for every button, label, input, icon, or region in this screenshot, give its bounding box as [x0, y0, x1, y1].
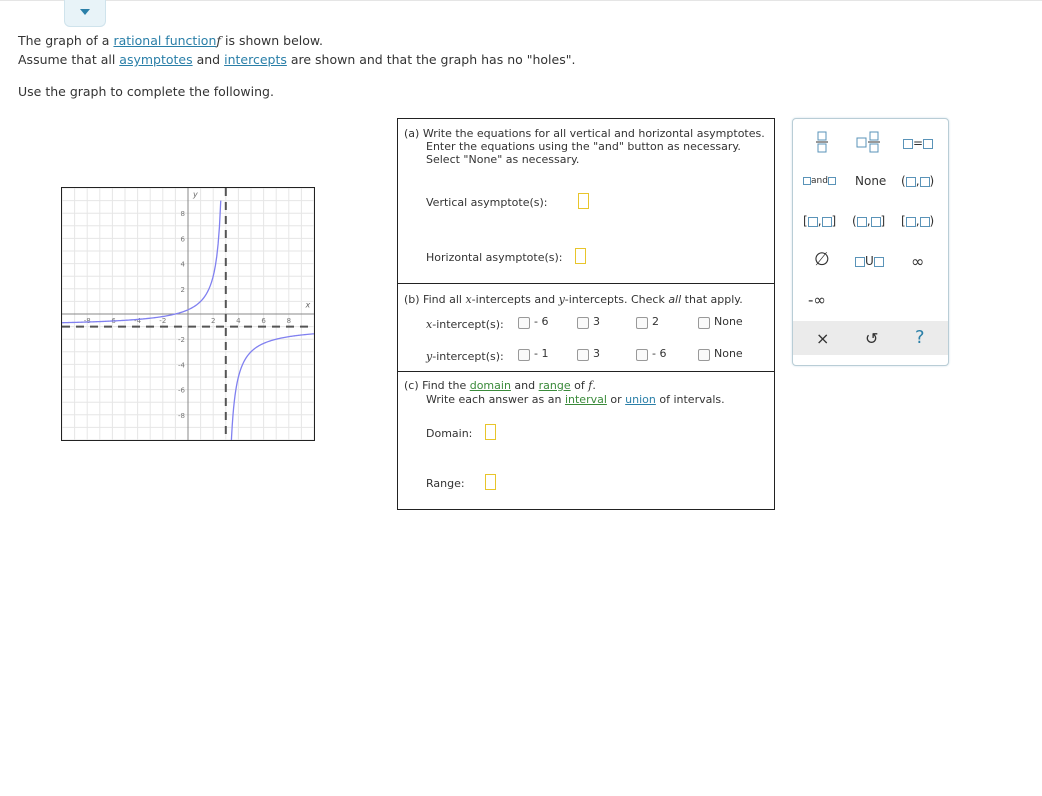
help-button[interactable]: ? [915, 327, 925, 348]
bracket-close: ] [880, 214, 886, 228]
y-var: y [426, 350, 433, 363]
union-symbol: U [865, 254, 874, 268]
open-closed-interval-button[interactable] [852, 214, 885, 228]
placeholder-square-icon [920, 177, 930, 187]
and-label: and [811, 176, 828, 186]
interval-link[interactable]: interval [564, 393, 607, 406]
bracket-open: [ [803, 214, 808, 228]
domain-label: Domain: [426, 427, 473, 440]
collapse-toggle-button[interactable] [64, 0, 106, 27]
y-intercept-checkbox-none[interactable] [698, 349, 710, 361]
paren-close: ) [929, 174, 935, 188]
asymptotes-link[interactable]: asymptotes [119, 52, 193, 67]
comma: , [817, 214, 822, 228]
vertical-asymptote-input[interactable] [578, 193, 589, 209]
math-palette [792, 118, 949, 366]
graph-svg [62, 188, 314, 440]
y-intercept-checkbox-neg1[interactable] [518, 349, 530, 361]
equals-symbol: = [913, 136, 924, 150]
placeholder-square-icon [903, 139, 913, 149]
y-tick-label: 4 [180, 260, 185, 269]
rational-function-link[interactable]: rational function [113, 33, 217, 48]
mixed-number-button[interactable] [856, 131, 882, 156]
part-c-text: of [570, 379, 589, 392]
y-intercept-text: -intercept(s): [432, 350, 504, 363]
x-intercept-option-label: None [714, 315, 743, 328]
paren-open: ( [852, 214, 857, 228]
y-intercept-checkbox-3[interactable] [577, 349, 589, 361]
placeholder-square-icon [906, 177, 916, 187]
x-tick-label: 6 [261, 316, 266, 325]
y-tick-label: -4 [178, 361, 185, 370]
placeholder-square-icon [857, 217, 867, 227]
none-button[interactable]: None [855, 174, 887, 188]
y-tick-label: 6 [180, 235, 185, 244]
part-c-line-2 [426, 393, 725, 406]
negative-infinity-button[interactable]: -∞ [808, 291, 826, 309]
x-intercept-checkbox-neg6[interactable] [518, 317, 530, 329]
section-divider [398, 283, 774, 284]
equals-button[interactable] [903, 136, 933, 150]
y-intercept-option-label: - 6 [652, 347, 667, 360]
union-link[interactable]: union [625, 393, 656, 406]
intro-text: and [192, 52, 225, 67]
intro-text: Assume that all [18, 52, 120, 67]
x-intercept-option-label: 2 [652, 315, 659, 328]
open-open-interval-button[interactable] [901, 174, 934, 188]
x-intercept-checkbox-3[interactable] [577, 317, 589, 329]
function-var: f [588, 379, 593, 392]
y-tick-label: -2 [178, 336, 185, 345]
rational-function-graph [61, 187, 315, 441]
x-tick-label: 4 [236, 316, 241, 325]
function-var: f [216, 33, 222, 48]
x-intercept-option-label: - 6 [534, 315, 549, 328]
x-axis-label: x [305, 300, 311, 310]
horizontal-asymptote-label: Horizontal asymptote(s): [426, 251, 563, 264]
closed-open-interval-button[interactable] [901, 214, 934, 228]
problem-box [397, 118, 775, 510]
x-tick-label: -8 [83, 316, 91, 325]
y-intercept-checkbox-neg6[interactable] [636, 349, 648, 361]
section-divider [398, 371, 774, 372]
all-emphasis: all [668, 293, 682, 306]
placeholder-square-icon [808, 217, 818, 227]
placeholder-square-icon [828, 177, 836, 185]
comma: , [866, 214, 871, 228]
horizontal-asymptote-input[interactable] [575, 248, 586, 264]
x-var: x [426, 318, 433, 331]
x-intercept-checkbox-none[interactable] [698, 317, 710, 329]
part-b-text: (b) Find all [404, 293, 466, 306]
intro-line-2 [18, 52, 575, 67]
range-input[interactable] [485, 474, 496, 490]
union-button[interactable] [855, 254, 884, 268]
part-a-line-3: Select "None" as necessary. [426, 153, 580, 166]
x-tick-label: 2 [210, 316, 216, 325]
part-c-text: of intervals. [655, 393, 725, 406]
part-b-text: -intercepts and [471, 293, 559, 306]
part-c-text: Write each answer as an [426, 393, 565, 406]
comma: , [915, 214, 920, 228]
bracket-close: ] [831, 214, 837, 228]
part-c-text: or [606, 393, 626, 406]
intro-text: The graph of a [18, 33, 114, 48]
y-tick-label: 8 [180, 210, 185, 219]
bracket-open: [ [901, 214, 906, 228]
x-tick-label: -4 [134, 316, 142, 325]
x-intercept-checkbox-2[interactable] [636, 317, 648, 329]
placeholder-square-icon [822, 217, 832, 227]
y-tick-label: -8 [178, 411, 185, 420]
instruction-text: Use the graph to complete the following. [18, 84, 274, 99]
y-intercept-option-label: 3 [593, 347, 600, 360]
placeholder-square-icon [923, 139, 933, 149]
x-tick-label: -2 [159, 316, 167, 325]
domain-link[interactable]: domain [469, 379, 511, 392]
placeholder-square-icon [871, 217, 881, 227]
part-a-line-2: Enter the equations using the "and" button as necessary. [426, 140, 741, 153]
placeholder-square-icon [855, 257, 865, 267]
part-c-text: and [510, 379, 539, 392]
palette-action-bar [793, 321, 948, 355]
placeholder-square-icon [920, 217, 930, 227]
intro-line-1 [18, 33, 323, 48]
y-intercept-label [426, 350, 504, 363]
intro-text: are shown and that the graph has no "holes". [286, 52, 576, 67]
part-a-line-1: (a) Write the equations for all vertical and horizontal asymptotes. [404, 127, 765, 140]
clear-button[interactable]: × [816, 329, 830, 348]
part-c-text: . [592, 379, 596, 392]
fraction-icon [815, 131, 829, 153]
y-tick-label: -6 [178, 386, 185, 395]
x-intercept-option-label: 3 [593, 315, 600, 328]
part-b-instruction [404, 293, 743, 306]
y-axis-label: y [193, 189, 198, 199]
x-var: x [465, 293, 472, 306]
intercepts-link[interactable]: intercepts [224, 52, 287, 67]
mixed-number-icon [856, 131, 882, 153]
x-tick-label: 8 [286, 316, 292, 325]
placeholder-square-icon [906, 217, 916, 227]
undo-button[interactable]: ↺ [865, 329, 879, 348]
intro-text: is shown below. [221, 33, 323, 48]
range-link[interactable]: range [538, 379, 571, 392]
x-intercept-text: -intercept(s): [432, 318, 504, 331]
paren-open: ( [901, 174, 906, 188]
range-label: Range: [426, 477, 465, 490]
part-c-line-1 [404, 379, 596, 392]
x-intercept-label [426, 318, 504, 331]
y-intercept-option-label: None [714, 347, 743, 360]
paren-close: ) [929, 214, 935, 228]
y-tick-label: 2 [180, 285, 185, 294]
closed-closed-interval-button[interactable] [803, 214, 836, 228]
y-var: y [558, 293, 565, 306]
part-b-text: that apply. [681, 293, 743, 306]
placeholder-square-icon [803, 177, 811, 185]
left-curve-branch [62, 201, 221, 323]
x-tick-label: -6 [108, 316, 116, 325]
part-b-text: -intercepts. Check [564, 293, 669, 306]
comma: , [915, 174, 920, 188]
infinity-button[interactable]: ∞ [911, 252, 925, 271]
chevron-down-icon [80, 9, 90, 15]
top-divider [0, 0, 1042, 1]
y-intercept-option-label: - 1 [534, 347, 549, 360]
placeholder-square-icon [874, 257, 884, 267]
vertical-asymptote-label: Vertical asymptote(s): [426, 196, 548, 209]
and-button[interactable] [803, 176, 836, 186]
part-c-text: (c) Find the [404, 379, 470, 392]
fraction-button[interactable] [815, 131, 829, 156]
domain-input[interactable] [485, 424, 496, 440]
empty-set-button[interactable]: ∅ [814, 249, 830, 270]
